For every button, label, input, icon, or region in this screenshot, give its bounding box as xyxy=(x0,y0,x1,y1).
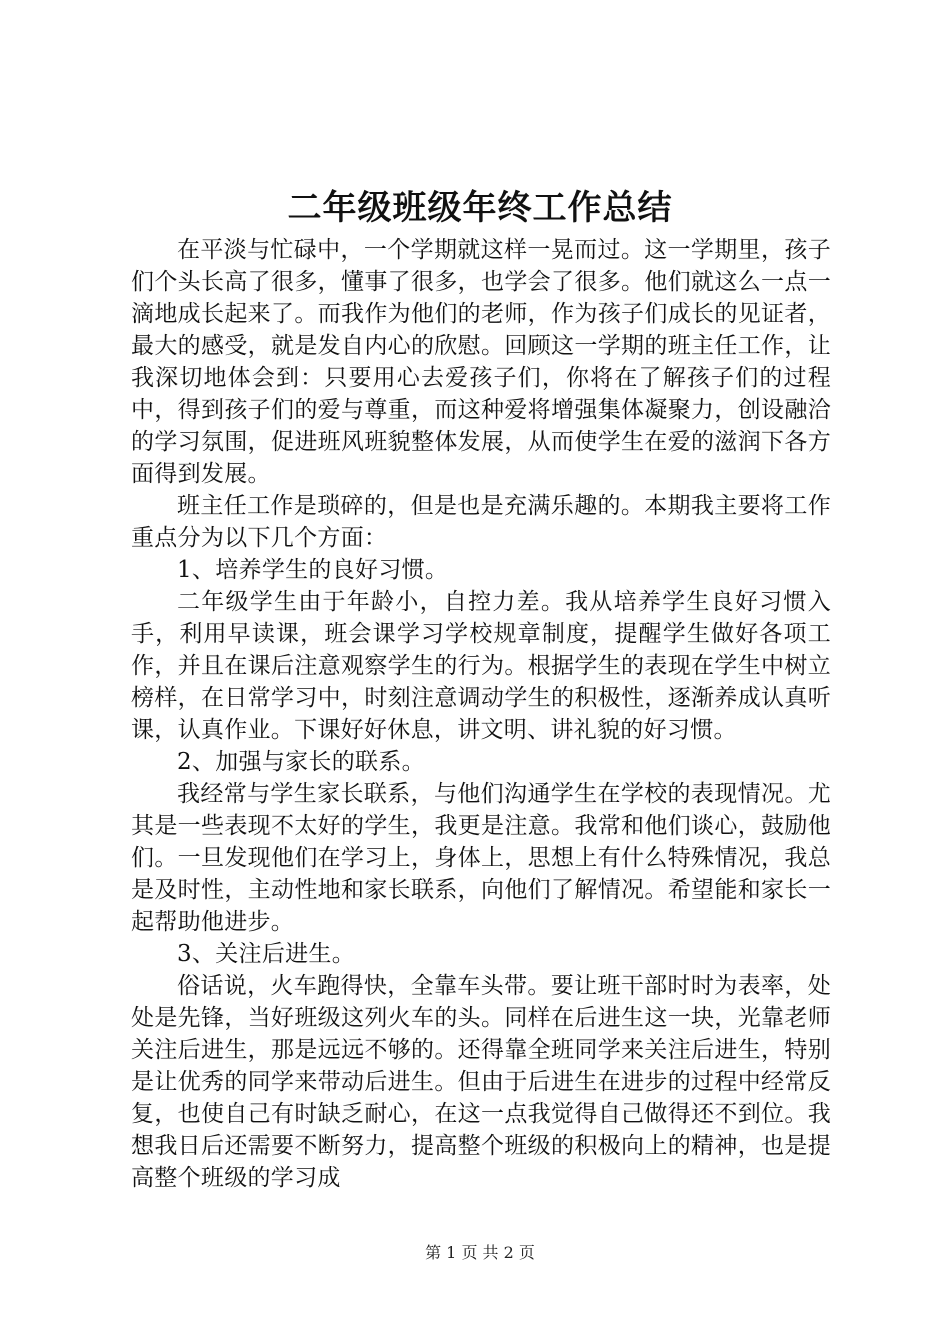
section-heading-parents: 2、加强与家长的联系。 xyxy=(177,749,425,775)
document-title: 二年级班级年终工作总结 xyxy=(287,188,673,228)
page-footer: 第 1 页 共 2 页 xyxy=(425,1243,535,1262)
paragraph-parents: 我经常与学生家长联系，与他们沟通学生在学校的表现情况。尤其是一些表现不太好的学生，我更是注意。我常和他们谈心，鼓励他们。一旦发现他们在学习上，身体上，思想上有什么特殊情况，我总是及时性，主动性地和家长联系，向他们了解情况。希望能和家长一起帮助他进步。 xyxy=(131,781,831,935)
document-body xyxy=(131,234,831,1194)
paragraph-intro: 在平淡与忙碌中，一个学期就这样一晃而过。这一学期里，孩子们个头长高了很多，懂事了很多，也学会了很多。他们就这么一点一滴地成长起来了。而我作为他们的老师，作为孩子们成长的见证者，最大的感受，就是发自内心的欣慰。回顾这一学期的班主任工作，让我深切地体会到：只要用心去爱孩子们，你将在了解孩子们的过程中，得到孩子们的爱与尊重，而这种爱将增强集体凝聚力，创设融洽的学习氛围，促进班风班貌整体发展，从而使学生在爱的滋润下各方面得到发展。 xyxy=(131,237,831,487)
section-heading-habits: 1、培养学生的良好习惯。 xyxy=(177,557,449,583)
paragraph-overview: 班主任工作是琐碎的，但是也是充满乐趣的。本期我主要将工作重点分为以下几个方面： xyxy=(131,493,831,551)
paragraph-habits: 二年级学生由于年龄小，自控力差。我从培养学生良好习惯入手，利用早读课，班会课学习学校规章制度，提醒学生做好各项工作，并且在课后注意观察学生的行为。根据学生的表现在学生中树立榜样，在日常学习中，时刻注意调动学生的积极性，逐渐养成认真听课，认真作业。下课好好休息，讲文明、讲礼貌的好习惯。 xyxy=(131,589,831,743)
paragraph-struggling-students: 俗话说，火车跑得快，全靠车头带。要让班干部时时为表率，处处是先锋，当好班级这列火车的头。同样在后进生这一块，光靠老师关注后进生，那是远远不够的。还得靠全班同学来关注后进生，特别是让优秀的同学来带动后进生。但由于后进生在进步的过程中经常反复，也使自己有时缺乏耐心，在这一点我觉得自己做得还不到位。我想我日后还需要不断努力，提高整个班级的积极向上的精神，也是提高整个班级的学习成 xyxy=(131,973,831,1191)
section-heading-struggling-students: 3、关注后进生。 xyxy=(177,941,356,967)
